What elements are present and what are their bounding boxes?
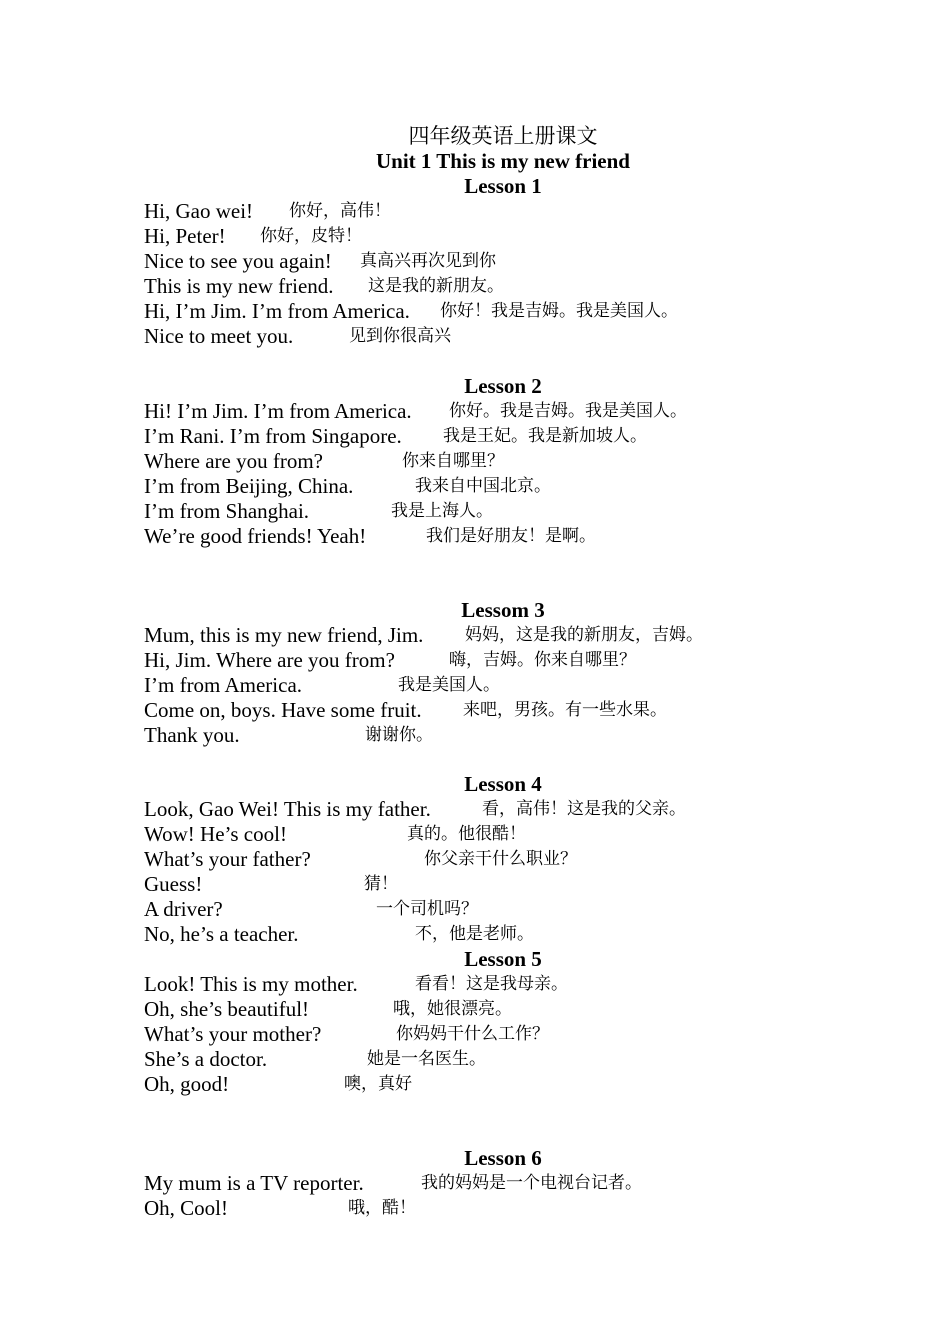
chinese-translation: 妈妈，这是我的新朋友，吉姆。 — [465, 625, 703, 645]
english-text: Oh, good! — [144, 1072, 230, 1096]
english-text: Oh, Cool! — [144, 1196, 228, 1220]
chinese-translation: 我们是好朋友！是啊。 — [426, 526, 596, 546]
chinese-translation: 我的妈妈是一个电视台记者。 — [421, 1173, 642, 1193]
english-text: Hi! I’m Jim. I’m from America. — [144, 399, 412, 423]
english-text: Hi, Gao wei! — [144, 199, 254, 223]
english-text: She’s a doctor. — [144, 1047, 268, 1071]
english-text: Guess! — [144, 872, 203, 896]
chinese-translation: 哦，她很漂亮。 — [393, 999, 512, 1019]
english-text: Mum, this is my new friend, Jim. — [144, 623, 424, 647]
chinese-translation: 看，高伟！这是我的父亲。 — [482, 799, 686, 819]
chinese-translation: 哦，酷！ — [348, 1198, 416, 1218]
unit-title: Unit 1 This is my new friend — [376, 149, 630, 173]
lesson-3-title: Lessom 3 — [461, 598, 545, 622]
chinese-translation: 你好。我是吉姆。我是美国人。 — [449, 401, 687, 421]
chinese-translation: 来吧，男孩。有一些水果。 — [463, 700, 667, 720]
lesson-6-title: Lesson 6 — [464, 1146, 542, 1170]
english-text: Thank you. — [144, 723, 240, 747]
english-text: Look! This is my mother. — [144, 972, 358, 996]
english-text: I’m from America. — [144, 673, 303, 697]
chinese-translation: 我是上海人。 — [391, 501, 493, 521]
english-text: What’s your father? — [144, 847, 311, 871]
english-text: Hi, Peter! — [144, 224, 226, 248]
lesson-5-title: Lesson 5 — [464, 947, 542, 971]
lesson-1-title: Lesson 1 — [464, 174, 542, 198]
chinese-translation: 你来自哪里？ — [402, 451, 504, 471]
english-text: Look, Gao Wei! This is my father. — [144, 797, 431, 821]
chinese-translation: 不，他是老师。 — [415, 924, 534, 944]
english-text: A driver? — [144, 897, 223, 921]
english-text: Come on, boys. Have some fruit. — [144, 698, 422, 722]
english-text: My mum is a TV reporter. — [144, 1171, 364, 1195]
chinese-translation: 一个司机吗？ — [376, 899, 478, 919]
chinese-translation: 噢，真好 — [344, 1074, 412, 1094]
english-text: Wow! He’s cool! — [144, 822, 287, 846]
english-text: What’s your mother? — [144, 1022, 322, 1046]
english-text: We’re good friends! Yeah! — [144, 524, 367, 548]
chinese-translation: 嗨，吉姆。你来自哪里？ — [449, 650, 636, 670]
chinese-translation: 你好，高伟！ — [289, 201, 391, 221]
chinese-translation: 我是王妃。我是新加坡人。 — [443, 426, 647, 446]
english-text: I’m Rani. I’m from Singapore. — [144, 424, 402, 448]
english-text: Nice to meet you. — [144, 324, 294, 348]
lesson-4-title: Lesson 4 — [464, 772, 542, 796]
english-text: I’m from Shanghai. — [144, 499, 310, 523]
document-title: 四年级英语上册课文 — [408, 124, 598, 148]
english-text: This is my new friend. — [144, 274, 334, 298]
chinese-translation: 猜！ — [364, 874, 398, 894]
chinese-translation: 谢谢你。 — [365, 725, 433, 745]
chinese-translation: 看看！这是我母亲。 — [415, 974, 568, 994]
lesson-2-title: Lesson 2 — [464, 374, 542, 398]
chinese-translation: 你好，皮特！ — [260, 226, 362, 246]
english-text: Nice to see you again! — [144, 249, 332, 273]
chinese-translation: 你父亲干什么职业？ — [424, 849, 577, 869]
english-text: Hi, Jim. Where are you from? — [144, 648, 395, 672]
chinese-translation: 你好！我是吉姆。我是美国人。 — [440, 301, 678, 321]
english-text: No, he’s a teacher. — [144, 922, 299, 946]
chinese-translation: 她是一名医生。 — [367, 1049, 486, 1069]
chinese-translation: 我来自中国北京。 — [415, 476, 551, 496]
english-text: Hi, I’m Jim. I’m from America. — [144, 299, 410, 323]
chinese-translation: 这是我的新朋友。 — [368, 276, 504, 296]
chinese-translation: 真高兴再次见到你 — [360, 251, 496, 271]
chinese-translation: 见到你很高兴 — [349, 326, 451, 346]
chinese-translation: 真的。他很酷！ — [407, 824, 526, 844]
chinese-translation: 我是美国人。 — [398, 675, 500, 695]
chinese-translation: 你妈妈干什么工作？ — [396, 1024, 549, 1044]
english-text: I’m from Beijing, China. — [144, 474, 354, 498]
english-text: Oh, she’s beautiful! — [144, 997, 310, 1021]
english-text: Where are you from? — [144, 449, 323, 473]
